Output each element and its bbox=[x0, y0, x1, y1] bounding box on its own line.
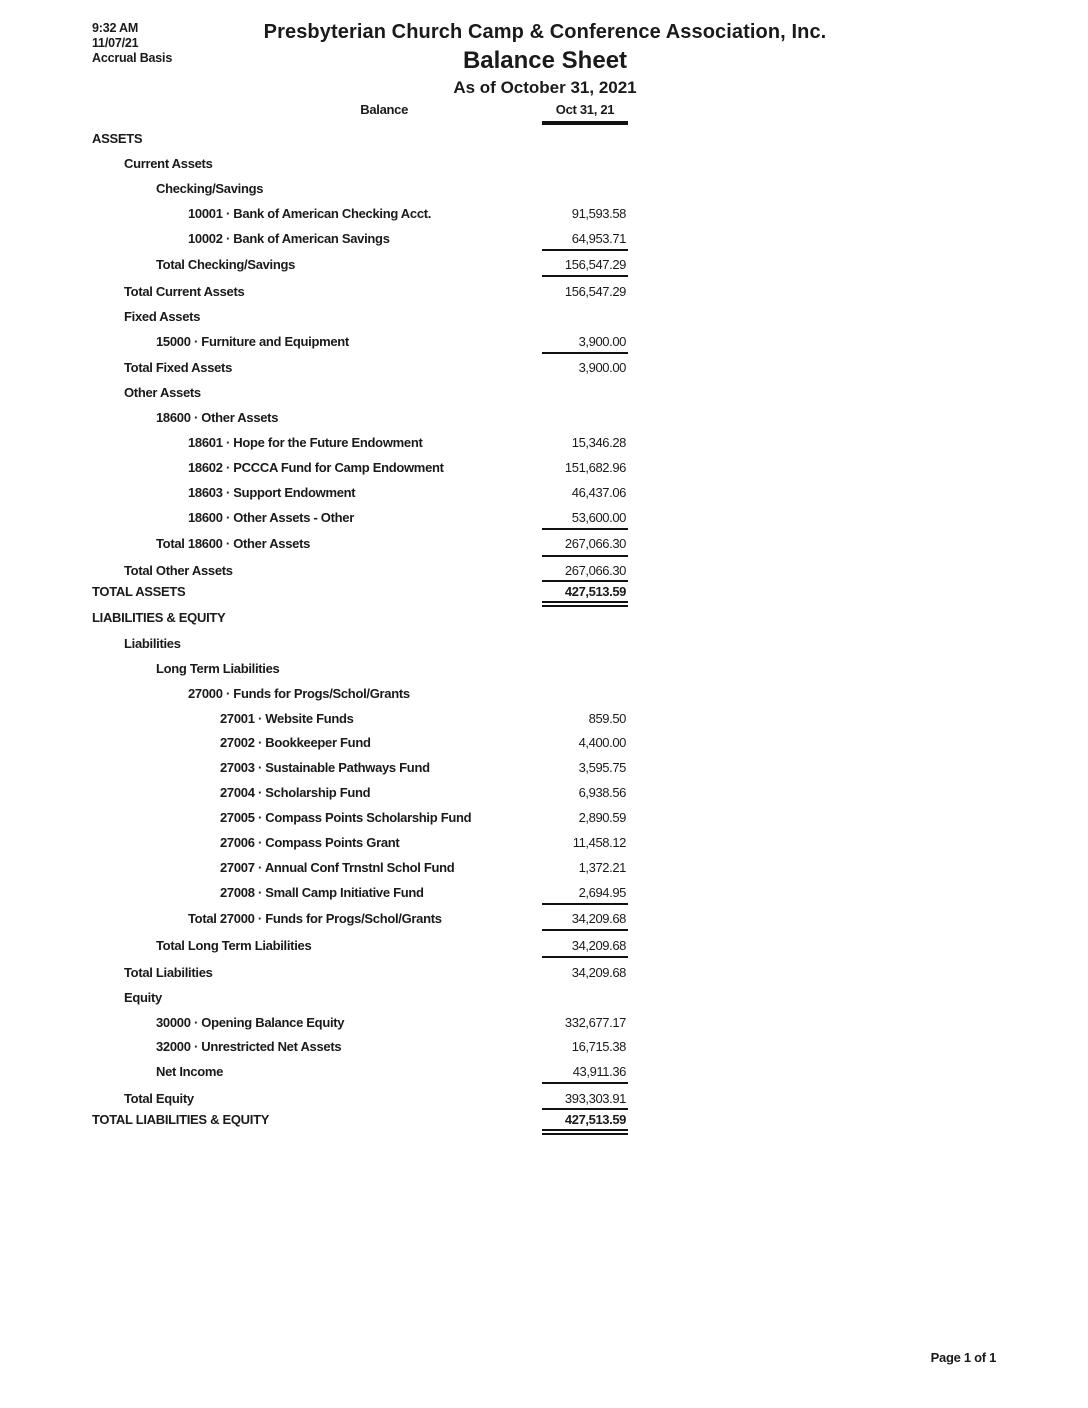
row-label: 27000 · Funds for Progs/Schol/Grants bbox=[188, 686, 410, 701]
account-row bbox=[0, 709, 1088, 729]
row-amount: 16,715.38 bbox=[571, 1039, 626, 1054]
row-label: 15000 · Furniture and Equipment bbox=[156, 334, 349, 349]
row-label: 27002 · Bookkeeper Fund bbox=[220, 735, 371, 750]
row-amount: 43,911.36 bbox=[572, 1064, 626, 1079]
row-label: 18602 · PCCCA Fund for Camp Endowment bbox=[188, 460, 444, 475]
account-row bbox=[0, 758, 1088, 778]
row-label: 27003 · Sustainable Pathways Fund bbox=[220, 760, 430, 775]
report-period: As of October 31, 2021 bbox=[453, 78, 637, 97]
subtotal-rule bbox=[542, 275, 628, 277]
row-label: Total Checking/Savings bbox=[156, 257, 296, 272]
row-amount: 6,938.56 bbox=[578, 785, 626, 800]
row-label: Total Other Assets bbox=[124, 563, 233, 578]
row-amount: 64,953.71 bbox=[571, 231, 626, 246]
row-amount: 427,513.59 bbox=[564, 584, 626, 599]
account-row bbox=[0, 833, 1088, 853]
double-rule bbox=[542, 1129, 628, 1131]
row-label: Equity bbox=[124, 990, 162, 1005]
row-amount: 53,600.00 bbox=[571, 510, 626, 525]
row-label: 27006 · Compass Points Grant bbox=[220, 835, 400, 850]
row-amount: 3,595.75 bbox=[578, 760, 626, 775]
row-label: 10001 · Bank of American Checking Acct. bbox=[188, 206, 432, 221]
subtotal-rule bbox=[542, 1082, 628, 1084]
account-row bbox=[0, 783, 1088, 803]
row-label: Long Term Liabilities bbox=[156, 661, 280, 676]
report-title: Balance Sheet bbox=[462, 47, 628, 74]
subtotal-rule bbox=[542, 555, 628, 557]
organization-name: Presbyterian Church Camp & Conference Association, Inc. bbox=[263, 21, 827, 43]
subtotal-rule bbox=[542, 929, 628, 931]
total-row bbox=[0, 909, 1088, 929]
row-amount: 1,372.21 bbox=[578, 860, 626, 875]
group-heading bbox=[0, 684, 1088, 704]
row-label: Liabilities bbox=[124, 636, 181, 651]
row-amount: 91,593.58 bbox=[571, 206, 626, 221]
row-label: Checking/Savings bbox=[156, 181, 264, 196]
row-label: 30000 · Opening Balance Equity bbox=[156, 1015, 345, 1030]
row-label: Total Long Term Liabilities bbox=[156, 938, 312, 953]
row-label: 18600 · Other Assets bbox=[156, 410, 279, 425]
row-label: ASSETS bbox=[92, 131, 143, 146]
section-heading bbox=[0, 129, 1088, 149]
row-amount: 859.50 bbox=[588, 711, 626, 726]
row-label: TOTAL ASSETS bbox=[92, 584, 186, 599]
row-amount: 332,677.17 bbox=[564, 1015, 626, 1030]
report-basis: Accrual Basis bbox=[92, 51, 173, 65]
row-amount: 267,066.30 bbox=[564, 563, 626, 578]
subtotal-rule bbox=[542, 956, 628, 958]
account-row bbox=[0, 858, 1088, 878]
account-row bbox=[0, 883, 1088, 903]
section-heading bbox=[0, 608, 1088, 628]
total-row bbox=[0, 255, 1088, 275]
row-label: Other Assets bbox=[124, 385, 201, 400]
row-amount: 427,513.59 bbox=[564, 1112, 626, 1127]
row-amount: 2,694.95 bbox=[578, 885, 626, 900]
row-label: 18600 · Other Assets - Other bbox=[188, 510, 354, 525]
account-row bbox=[0, 1037, 1088, 1057]
row-label: Current Assets bbox=[124, 156, 213, 171]
total-row bbox=[0, 936, 1088, 956]
row-label: Total 27000 · Funds for Progs/Schol/Grants bbox=[188, 911, 442, 926]
report-date: 11/07/21 bbox=[92, 36, 139, 50]
row-label: LIABILITIES & EQUITY bbox=[92, 610, 226, 625]
report-header bbox=[240, 18, 850, 100]
row-amount: 3,900.00 bbox=[578, 334, 626, 349]
row-label: 27001 · Website Funds bbox=[220, 711, 354, 726]
row-label: 32000 · Unrestricted Net Assets bbox=[156, 1039, 342, 1054]
group-heading bbox=[0, 179, 1088, 199]
row-amount: 156,547.29 bbox=[564, 284, 626, 299]
row-amount: 34,209.68 bbox=[571, 911, 626, 926]
row-label: 27008 · Small Camp Initiative Fund bbox=[220, 885, 424, 900]
subtotal-rule bbox=[542, 352, 628, 354]
account-row bbox=[0, 458, 1088, 478]
row-amount: 34,209.68 bbox=[571, 938, 626, 953]
page-number: Page 1 of 1 bbox=[930, 1350, 996, 1365]
group-heading bbox=[0, 988, 1088, 1008]
subtotal-rule bbox=[542, 249, 628, 251]
column-label: Balance bbox=[360, 102, 408, 117]
row-label: Total Fixed Assets bbox=[124, 360, 233, 375]
row-label: TOTAL LIABILITIES & EQUITY bbox=[92, 1112, 270, 1127]
account-row bbox=[0, 508, 1088, 528]
report-time: 9:32 AM bbox=[92, 21, 139, 35]
subtotal-rule bbox=[542, 528, 628, 530]
row-amount: 156,547.29 bbox=[564, 257, 626, 272]
account-row bbox=[0, 1013, 1088, 1033]
account-row bbox=[0, 483, 1088, 503]
column-date: Oct 31, 21 bbox=[555, 102, 615, 117]
group-heading bbox=[0, 154, 1088, 174]
account-row bbox=[0, 433, 1088, 453]
row-label: Total Current Assets bbox=[124, 284, 245, 299]
row-amount: 4,400.00 bbox=[578, 735, 626, 750]
row-label: Total 18600 · Other Assets bbox=[156, 536, 311, 551]
row-amount: 15,346.28 bbox=[571, 435, 626, 450]
group-heading bbox=[0, 634, 1088, 654]
row-amount: 2,890.59 bbox=[578, 810, 626, 825]
report-meta bbox=[92, 21, 172, 66]
row-label: 10002 · Bank of American Savings bbox=[188, 231, 390, 246]
total-row bbox=[0, 282, 1088, 302]
account-row bbox=[0, 808, 1088, 828]
row-label: 27007 · Annual Conf Trnstnl Schol Fund bbox=[220, 860, 455, 875]
row-amount: 11,458.12 bbox=[572, 835, 626, 850]
total-row bbox=[0, 534, 1088, 554]
account-row bbox=[0, 332, 1088, 352]
group-heading bbox=[0, 383, 1088, 403]
row-amount: 393,303.91 bbox=[564, 1091, 626, 1106]
double-rule bbox=[542, 605, 628, 607]
row-label: 18603 · Support Endowment bbox=[188, 485, 356, 500]
total-row bbox=[0, 561, 1088, 581]
row-label: 27004 · Scholarship Fund bbox=[220, 785, 371, 800]
group-heading bbox=[0, 408, 1088, 428]
group-heading bbox=[0, 307, 1088, 327]
row-label: 27005 · Compass Points Scholarship Fund bbox=[220, 810, 472, 825]
row-amount: 267,066.30 bbox=[564, 536, 626, 551]
total-row bbox=[0, 963, 1088, 983]
row-amount: 3,900.00 bbox=[578, 360, 626, 375]
row-amount: 151,682.96 bbox=[564, 460, 626, 475]
group-heading bbox=[0, 659, 1088, 679]
row-amount: 46,437.06 bbox=[571, 485, 626, 500]
row-label: 18601 · Hope for the Future Endowment bbox=[188, 435, 423, 450]
header-rule bbox=[542, 121, 628, 125]
account-row bbox=[0, 229, 1088, 249]
double-rule bbox=[542, 601, 628, 603]
grand-total-row bbox=[0, 582, 1088, 602]
account-row bbox=[0, 1062, 1088, 1082]
total-row bbox=[0, 358, 1088, 378]
row-amount: 34,209.68 bbox=[571, 965, 626, 980]
row-label: Total Liabilities bbox=[124, 965, 213, 980]
account-row bbox=[0, 204, 1088, 224]
subtotal-rule bbox=[542, 903, 628, 905]
account-row bbox=[0, 733, 1088, 753]
double-rule bbox=[542, 1133, 628, 1135]
grand-total-row bbox=[0, 1110, 1088, 1130]
row-label: Net Income bbox=[156, 1064, 224, 1079]
row-label: Fixed Assets bbox=[124, 309, 201, 324]
total-row bbox=[0, 1089, 1088, 1109]
row-label: Total Equity bbox=[124, 1091, 194, 1106]
